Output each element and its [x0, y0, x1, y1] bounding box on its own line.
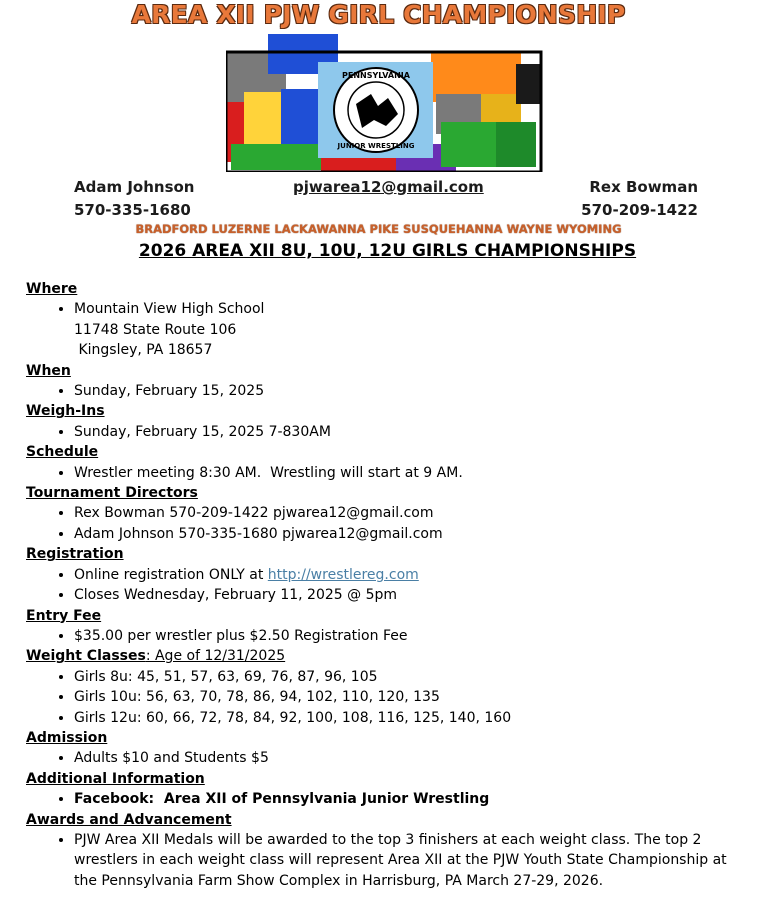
list-item: • PJW Area XII Medals will be awarded to the top 3 finishers at each weight class. The top 2 wrestlers in each weight class will represent Area XII at the PJW Youth State Championship at the Pennsylvania Farm Show Complex in Harrisburg, PA March 27-29, 2026.: [74, 830, 751, 891]
list-item: [74, 565, 751, 585]
where-line: 11748 State Route 106: [74, 321, 237, 338]
list-item: • Sunday, February 15, 2025 7-830AM: [74, 422, 751, 442]
list-item: • Adults $10 and Students $5: [74, 748, 751, 768]
left-contact-name: Adam Johnson: [74, 178, 195, 196]
where-list: [26, 299, 751, 360]
weight-classes-age-note: : Age of 12/31/2025: [145, 648, 286, 665]
list-item: • Girls 12u: 60, 66, 72, 78, 84, 92, 100, 108, 116, 125, 140, 160: [74, 708, 751, 728]
weigh-ins-heading: Weigh-Ins: [26, 403, 105, 420]
entry-fee-heading: Entry Fee: [26, 607, 102, 624]
logo-top-text: PENNSYLVANIA: [342, 71, 410, 80]
when-heading: When: [26, 362, 71, 379]
list-item: • Facebook: Area XII of Pennsylvania Junior Wrestling: [74, 789, 751, 809]
logo-bottom-text: JUNIOR WRESTLING: [337, 142, 415, 150]
additional-info-heading: Additional Information: [26, 770, 205, 787]
contact-email[interactable]: pjwarea12@gmail.com: [293, 178, 484, 196]
where-line: • Mountain View High School: [74, 301, 265, 318]
where-line: Kingsley, PA 18657: [74, 342, 213, 359]
list-item: [74, 299, 751, 360]
right-contact-name: Rex Bowman: [589, 178, 698, 196]
page-title: AREA XII PJW GIRL CHAMPIONSHIP: [131, 0, 626, 29]
weight-classes-heading-text: Weight Classes: [26, 648, 146, 665]
directors-heading: Tournament Directors: [26, 485, 198, 502]
event-subtitle: 2026 AREA XII 8U, 10U, 12U GIRLS CHAMPIONSHIPS: [138, 241, 637, 261]
awards-heading: Awards and Advancement: [26, 811, 232, 828]
list-item: • Closes Wednesday, February 11, 2025 @ 5pm: [74, 585, 751, 605]
list-item: • $35.00 per wrestler plus $2.50 Registration Fee: [74, 626, 751, 646]
registration-heading: Registration: [26, 546, 124, 563]
where-heading: Where: [26, 281, 78, 297]
left-contact-phone: 570-335-1680: [74, 201, 191, 219]
list-item: • Girls 8u: 45, 51, 57, 63, 69, 76, 87, 96, 105: [74, 667, 751, 687]
list-item: • Girls 10u: 56, 63, 70, 78, 86, 94, 102, 110, 120, 135: [74, 687, 751, 707]
wrestlereg-link[interactable]: http://wrestlereg.com: [267, 566, 419, 583]
list-item: • Sunday, February 15, 2025: [74, 381, 751, 401]
admission-heading: Admission: [26, 729, 108, 746]
schedule-heading: Schedule: [26, 444, 99, 461]
list-item: • Rex Bowman 570-209-1422 pjwarea12@gmail.com: [74, 503, 751, 523]
weight-classes-heading: [26, 646, 751, 666]
event-details: [26, 279, 751, 891]
list-item: • Adam Johnson 570-335-1680 pjwarea12@gmail.com: [74, 524, 751, 544]
registration-text: Online registration ONLY at: [74, 566, 268, 583]
counties-list: BRADFORD LUZERNE LACKAWANNA PIKE SUSQUEHANNA WAYNE WYOMING: [135, 222, 622, 236]
list-item: • Wrestler meeting 8:30 AM. Wrestling will start at 9 AM.: [74, 463, 751, 483]
right-contact-phone: 570-209-1422: [581, 201, 698, 219]
pennsylvania-area-map-logo: [226, 34, 556, 172]
